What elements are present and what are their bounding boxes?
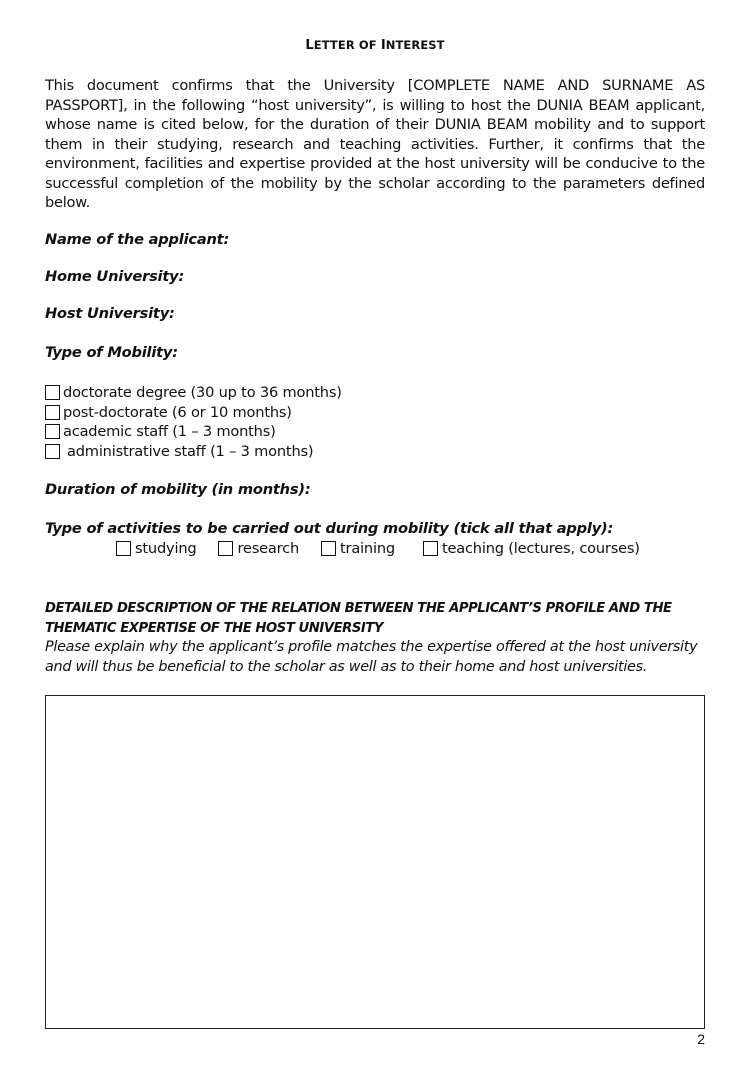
duration-label: Duration of mobility (in months): <box>45 481 311 498</box>
training-label: training <box>340 540 395 557</box>
mobility-type-label: Type of Mobility: <box>45 344 178 361</box>
academic-staff-checkbox[interactable] <box>45 424 60 439</box>
admin-staff-checkbox[interactable] <box>45 444 60 459</box>
mobility-option-academic-staff <box>45 422 342 442</box>
activity-options <box>116 540 640 557</box>
teaching-checkbox[interactable] <box>423 541 438 556</box>
research-checkbox[interactable] <box>218 541 233 556</box>
activities-label: Type of activities to be carried out during mobility (tick all that apply): <box>45 520 614 537</box>
page-number: 2 <box>697 1031 705 1047</box>
mobility-option-admin-staff <box>45 442 342 462</box>
mobility-option-postdoc <box>45 403 342 423</box>
studying-checkbox[interactable] <box>116 541 131 556</box>
activity-option-teaching <box>423 540 640 557</box>
document-title: LETTER OF INTEREST <box>305 38 445 53</box>
description-instructions: Please explain why the applicant’s profile matches the expertise offered at the host university and will thus be beneficial to the scholar as well as to their home and host universities. <box>45 639 698 675</box>
postdoc-label: post-doctorate (6 or 10 months) <box>63 403 292 421</box>
activity-option-studying <box>116 540 196 557</box>
mobility-option-doctorate <box>45 383 342 403</box>
home-university-label: Home University: <box>45 268 185 285</box>
teaching-label: teaching (lectures, courses) <box>441 540 640 557</box>
host-university-label: Host University: <box>45 305 175 322</box>
training-checkbox[interactable] <box>321 541 336 556</box>
doctorate-label: doctorate degree (30 up to 36 months) <box>63 384 342 402</box>
postdoc-checkbox[interactable] <box>45 405 60 420</box>
doctorate-checkbox[interactable] <box>45 385 60 400</box>
description-answer-box[interactable] <box>45 695 705 1029</box>
admin-staff-label: administrative staff (1 – 3 months) <box>67 442 314 460</box>
intro-paragraph: This document confirms that the University [COMPLETE NAME AND SURNAME AS PASSPORT], in the following “host university”, is willing to host the DUNIA BEAM applicant, whose name is cited below, for the duration of their DUNIA BEAM mobility and to support them in their studying, research and teaching activities. Further, it confirms that the environment, facilities and expertise provided at the host university will be conducive to the successful completion of the mobility by the scholar according to the parameters defined below. <box>45 77 705 211</box>
description-heading: DETAILED DESCRIPTION OF THE RELATION BETWEEN THE APPLICANT’S PROFILE AND THE THEMATIC EXPERTISE OF THE HOST UNIVERSITY <box>45 601 672 636</box>
mobility-options <box>45 383 342 461</box>
activity-option-research <box>218 540 299 557</box>
applicant-name-label: Name of the applicant: <box>45 231 230 248</box>
activity-option-training <box>321 540 395 557</box>
academic-staff-label: academic staff (1 – 3 months) <box>63 423 276 441</box>
studying-label: studying <box>135 540 197 557</box>
research-label: research <box>237 540 299 557</box>
